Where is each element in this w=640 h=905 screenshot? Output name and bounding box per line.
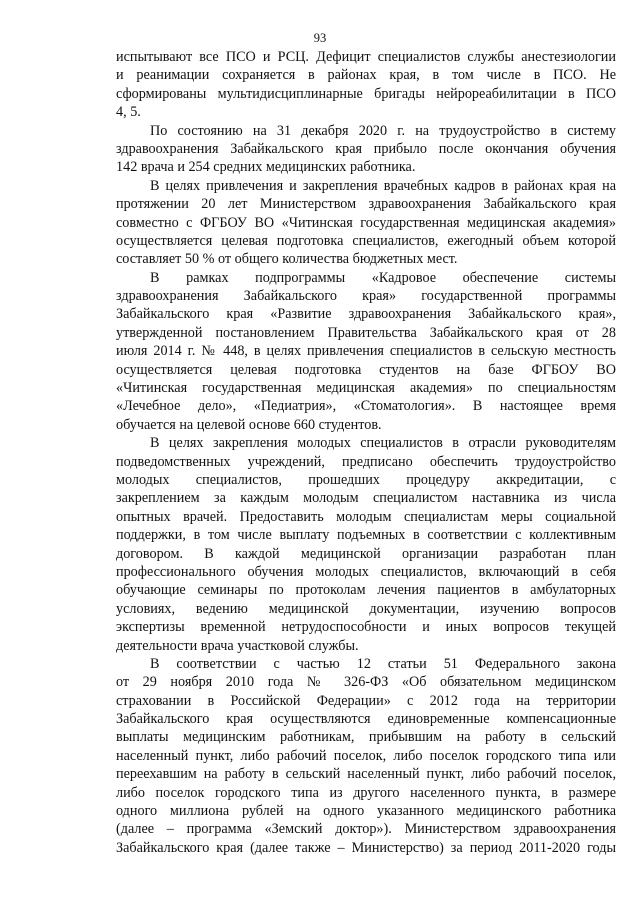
text-line: В соответствии с частью 12 статьи 51 Федерального закона	[150, 655, 616, 672]
text-line: подведомственных учреждений, предписано обеспечить трудоустройство	[116, 453, 616, 470]
text-line: составляет 50 % от общего количества бюджетных мест.	[116, 251, 458, 268]
text-line: «Лечебное дело», «Педиатрия», «Стоматология». В настоящее время	[116, 398, 616, 415]
page-number: 93	[313, 31, 327, 45]
paragraph	[116, 48, 616, 122]
text-line: совместно с ФГБОУ ВО «Читинская государственная медицинская академия»	[116, 214, 616, 231]
text-line: испытывают все ПСО и РСЦ. Дефицит специалистов службы анестезиологии	[116, 49, 616, 65]
text-line: сформированы мультидисциплинарные бригады нейрореабилитации в ПСО	[116, 85, 616, 102]
paragraph	[116, 434, 616, 655]
text-line: 142 врача и 254 средних медицинских работника.	[116, 159, 416, 176]
paragraph	[116, 655, 616, 857]
text-line: 4, 5.	[116, 104, 141, 121]
text-line: и реанимации сохраняется в районах края, в том числе в ПСО. Не	[116, 67, 616, 84]
text-line: осуществляется целевая подготовка специалистов, ежегодный объем которой	[116, 232, 616, 249]
text-line: (далее – программа «Земский доктор»). Министерством здравоохранения	[116, 821, 616, 838]
text-line: одного миллиона рублей на одного указанного медицинского работника	[116, 803, 616, 820]
text-line: условиях, ведению медицинской документации, изучению вопросов	[116, 600, 616, 617]
text-line: либо поселок городского типа из другого населенного пункта, в размере	[116, 784, 616, 801]
text-line: переехавшим на работу в сельский населенный пункт, либо рабочий поселок,	[116, 766, 616, 783]
paragraph	[116, 269, 616, 435]
text-line: страховании в Российской Федерации» с 2012 года на территории	[116, 692, 616, 709]
text-line: В целях привлечения и закрепления врачебных кадров в районах края на	[150, 177, 616, 194]
text-line: Забайкальского края (далее также – Министерство) за период 2011-2020 годы	[116, 839, 616, 856]
text-line: поддержки, в том числе выплату подъемных в соответствии с коллективным	[116, 527, 616, 544]
text-line: Забайкальского края осуществляются единовременные компенсационные	[116, 711, 616, 728]
text-line: выплаты медицинским работникам, прибывшим на работу в сельский	[116, 729, 616, 746]
text-line: закреплением за каждым молодым специалистом наставника из числа	[116, 490, 616, 507]
text-line: В рамках подпрограммы «Кадровое обеспечение системы	[150, 269, 616, 286]
text-line: опытных врачей. Предоставить молодым специалистам меры социальной	[116, 508, 616, 525]
text-line: По состоянию на 31 декабря 2020 г. на трудоустройство в систему	[150, 122, 616, 139]
text-line: населенный пункт, либо рабочий поселок, либо поселок городского типа или	[116, 747, 616, 764]
paragraph	[116, 122, 616, 177]
text-line: «Читинская государственная медицинская академия» по специальностям	[116, 380, 616, 397]
text-line: июля 2014 г. № 448, в целях привлечения специалистов в сельскую местность	[116, 343, 616, 360]
body-text	[116, 48, 616, 857]
text-line: Забайкальского края «Развитие здравоохранения Забайкальского края»,	[116, 306, 616, 323]
text-line: экспертизы временной нетрудоспособности и иных вопросов текущей	[116, 619, 616, 636]
text-line: профессионального обучения молодых специалистов, включающий в себя	[116, 563, 616, 580]
text-line: молодых специалистов, прошедших процедуру аккредитации, с	[116, 471, 616, 488]
text-line: обучается на целевой основе 660 студентов.	[116, 416, 382, 433]
text-line: обучающие семинары по протоколам лечения пациентов в амбулаторных	[116, 582, 616, 599]
text-line: от 29 ноября 2010 года № 326-ФЗ «Об обязательном медицинском	[116, 674, 616, 691]
text-line: В целях закрепления молодых специалистов в отрасли руководителям	[150, 435, 616, 452]
text-line: протяжении 20 лет Министерством здравоохранения Забайкальского края	[116, 196, 616, 213]
text-line: деятельности врача участковой службы.	[116, 637, 359, 654]
text-line: осуществляется целевая подготовка студентов на базе ФГБОУ ВО	[116, 361, 616, 378]
text-line: утвержденной постановлением Правительства Забайкальского края от 28	[116, 324, 616, 341]
paragraph	[116, 177, 616, 269]
text-line: здравоохранения Забайкальского края» государственной программы	[116, 288, 616, 305]
text-line: договором. В каждой медицинской организации разработан план	[116, 545, 616, 562]
text-line: здравоохранения Забайкальского края прибыло после окончания обучения	[116, 140, 616, 157]
